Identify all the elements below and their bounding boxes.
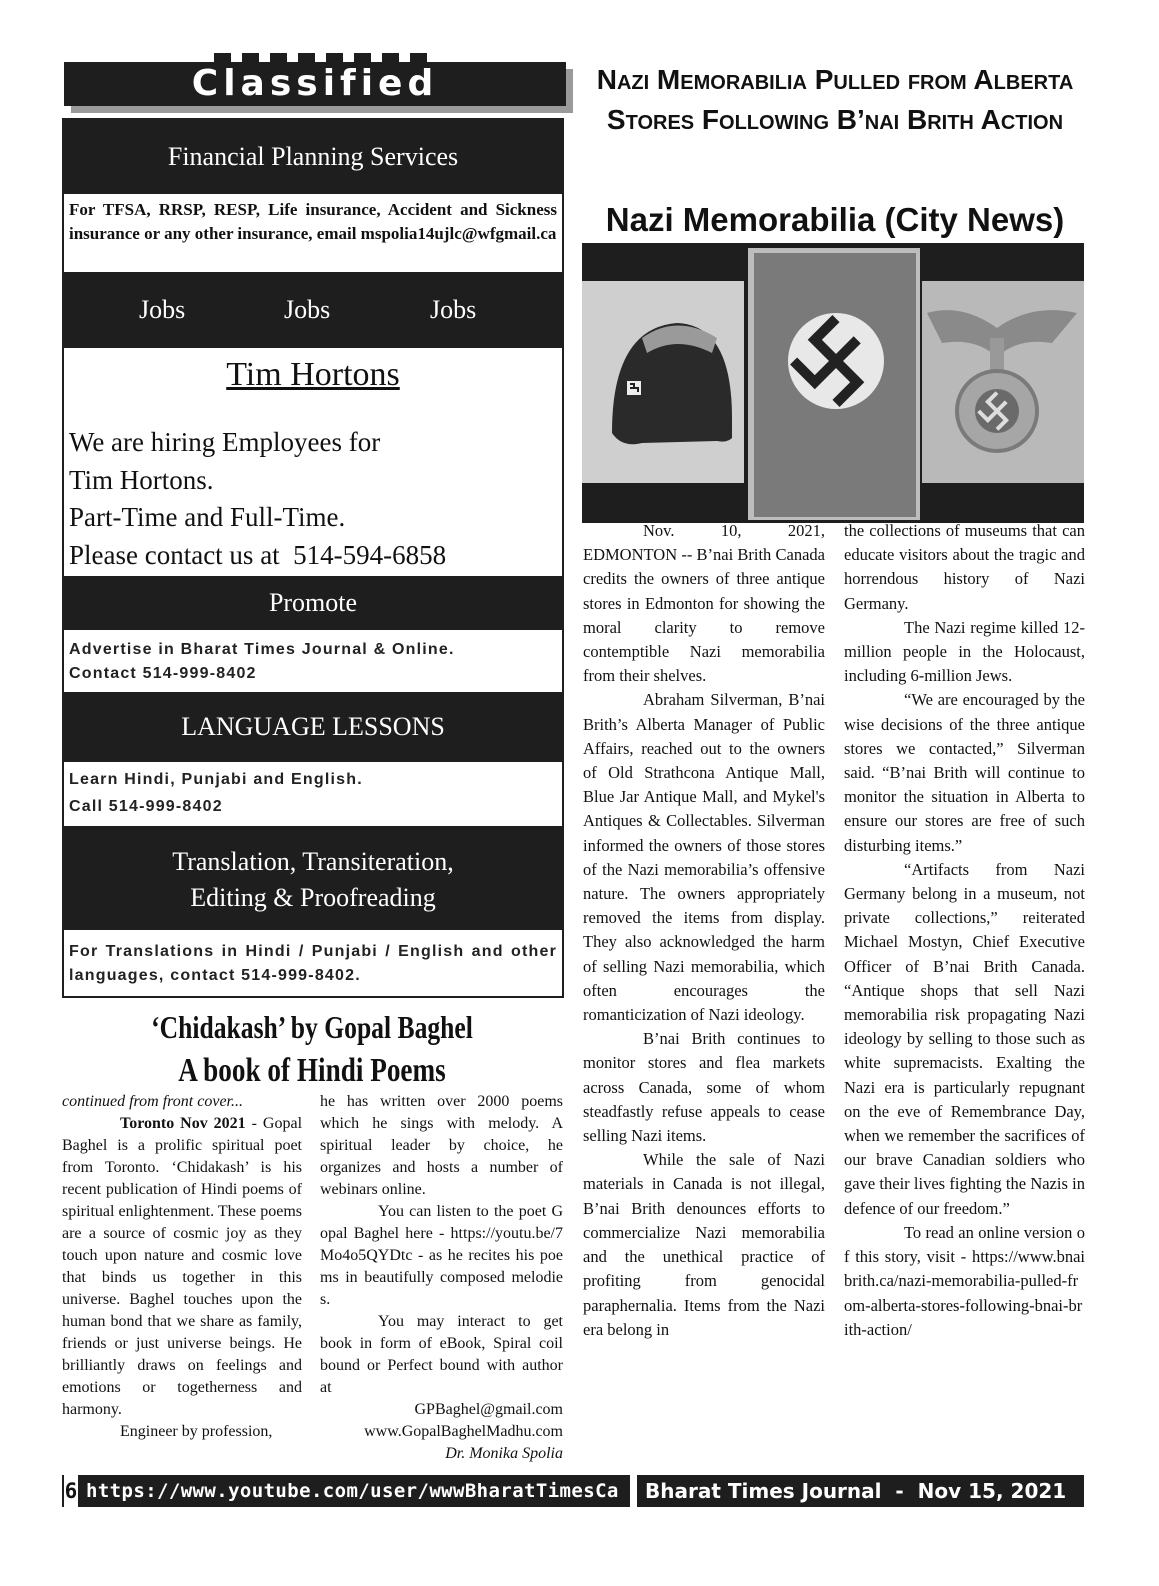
language-body xyxy=(69,766,557,820)
book-title-line-2: A book of Hindi Poems xyxy=(178,1052,446,1089)
translation-heading-line-1: Translation, Transiteration, xyxy=(172,847,454,876)
article-col1-paragraph-3: B’nai Brith continues to monitor stores and flea markets across Canada, some of whom steadfastly refuse appeals to cease selling Nazi items. xyxy=(583,1029,825,1146)
translation-heading-line-2: Editing & Proofreading xyxy=(190,883,436,912)
language-band xyxy=(64,692,562,762)
jobs-label-3: Jobs xyxy=(430,295,477,324)
article-headline xyxy=(590,60,1080,140)
jobs-line-1: We are hiring Employees for xyxy=(69,427,381,457)
translation-heading xyxy=(64,826,562,916)
book-dateline: Toronto Nov 2021 xyxy=(120,1115,246,1132)
article-col1-paragraph-1: Nov. 10, 2021, EDMONTON -- B’nai Brith Canada credits the owners of three antique stores in Edmonton for showing the moral clarity to remove contemptible Nazi memorabilia from their shelves. xyxy=(583,521,825,686)
book-author: Dr. Monika Spolia xyxy=(445,1445,563,1462)
flag-icon xyxy=(754,253,916,517)
book-column-2 xyxy=(320,1091,563,1465)
jobs-label-2: Jobs xyxy=(284,295,331,324)
promote-line-1: Advertise in Bharat Times Journal & Online. xyxy=(69,641,455,658)
translation-body: For Translations in Hindi / Punjabi / English and other languages, contact 514-999-8402. xyxy=(69,943,557,984)
decorative-triangles xyxy=(214,53,434,63)
promote-body xyxy=(69,638,557,686)
jobs-band xyxy=(64,272,562,348)
jobs-label-1: Jobs xyxy=(139,295,186,324)
article-headline-text: Nazi Memorabilia Pulled from Alberta Stores Following B’nai Brith Action xyxy=(596,64,1074,135)
article-col2-paragraph-2: The Nazi regime killed 12-million people in the Holocaust, including 6-million Jews. xyxy=(844,617,1085,686)
article-subheadline: Nazi Memorabilia (City News) xyxy=(605,201,1065,238)
language-heading: LANGUAGE LESSONS xyxy=(181,712,445,741)
footer-publication: Bharat Times Journal - Nov 15, 2021 xyxy=(645,1479,1067,1503)
article-column-2 xyxy=(844,519,1085,1342)
book-paragraph-2a: Engineer by profession, xyxy=(120,1423,273,1440)
book-title xyxy=(112,1005,512,1093)
jobs-line-3: Part-Time and Full-Time. xyxy=(69,502,346,532)
book-continued: continued from front cover... xyxy=(62,1093,244,1110)
classified-title: Classified xyxy=(191,63,439,104)
article-col1-paragraph-4: While the sale of Nazi materials in Canada is not illegal, B’nai Brith denounces efforts to commercialize Nazi memorabilia and the unethical practice of profiting from genocidal paraphernalia. Items from the Nazi era belong in xyxy=(583,1150,825,1339)
classified-header xyxy=(64,62,566,106)
promote-heading: Promote xyxy=(268,588,358,617)
promote-band xyxy=(64,576,562,630)
article-col2-paragraph-1: the collections of museums that can educate visitors about the tragic and horrendous history of Nazi Germany. xyxy=(844,521,1085,613)
book-email: GPBaghel@gmail.com xyxy=(414,1401,563,1418)
book-title-line-1: ‘Chidakash’ by Gopal Baghel xyxy=(151,1009,473,1045)
book-paragraph-1: Gopal Baghel is a prolific spiritual poet from Toronto. ‘Chidakash’ is his recent publication of Hindi poems of spiritual enlightenment. These poems are a source of cosmic joy as they touch upon nature and cosmic love that binds us together in this universe. Baghel touches upon the human bond that we share as family, friends or just universe beings. He brilliantly draws on feelings and emotions or togetherness and harmony. xyxy=(62,1115,303,1418)
article-col2-paragraph-4: “Artifacts from Nazi Germany belong in a museum, not private collections,” reiterated Michael Mostyn, Chief Executive Officer of B’nai Brith Canada. “Antique shops that sell Nazi memorabilia risk propagating Nazi ideology by selling to those such as white supremacists. Exalting the Nazi era is particularly repugnant on the eve of Remembrance Day, when we remember the sacrifices of our brave Canadian soldiers who gave their lives fighting the Nazis in defence of our freedom.” xyxy=(844,859,1085,1218)
language-line-1: Learn Hindi, Punjabi and English. xyxy=(69,771,363,788)
promote-line-2: Contact 514-999-8402 xyxy=(69,665,257,682)
book-paragraph-2b: he has written over 2000 poems which he sings with melody. A spiritual leader by choice, he organizes and hosts a number of webinars online. xyxy=(320,1093,563,1198)
footer-publication-bar xyxy=(637,1475,1084,1507)
jobs-text xyxy=(69,424,557,574)
classified-box xyxy=(62,118,564,998)
financial-body: For TFSA, RRSP, RESP, Life insurance, Accident and Sickness insurance or any other insurance, email mspolia14ujlc@wfgmail.ca xyxy=(69,200,557,243)
book-paragraph-3: You can listen to the poet Gopal Baghel here - https://youtu.be/7Mo4o5QYDtc - as he recites his poems in beautifully composed melodies. xyxy=(320,1203,563,1308)
book-paragraph-4: You may interact to get book in form of eBook, Spiral coil bound or Perfect bound with author at xyxy=(320,1313,563,1396)
translation-band xyxy=(64,826,562,930)
language-line-2: Call 514-999-8402 xyxy=(69,798,223,815)
footer-url-bar xyxy=(62,1475,630,1507)
book-column-1: continued from front cover... Toronto Nov 2021 - Gopal Baghel is a prolific spiritual poet from Toronto. ‘Chidakash’ is his recent publication of Hindi poems of spiritual enlightenment. These poems are a source of cosmic joy as they touch upon nature and cosmic love that binds us together in this universe. Baghel touches upon the human bond that we share as family, friends or just universe beings. He brilliantly draws on feelings and emotions or togetherness and harmony. Engineer by profession, xyxy=(62,1091,302,1443)
article-col1-paragraph-2: Abraham Silverman, B’nai Brith’s Alberta Manager of Public Affairs, reached out to the owners of Old Strathcona Antique Mall, Blue Jar Antique Mall, and Mykel's Antiques & Collectables. Silverman informed the owners of those stores of the Nazi memorabilia’s offensive nature. The owners appropriately removed the items from display. They also acknowledged the harm of selling Nazi memorabilia, which often encourages the romanticization of Nazi ideology. xyxy=(583,690,825,1025)
book-website: www.GopalBaghelMadhu.com xyxy=(364,1423,563,1440)
memorabilia-illustration xyxy=(582,243,1084,523)
employer-name: Tim Hortons xyxy=(226,356,400,393)
financial-heading: Financial Planning Services xyxy=(167,142,459,171)
jobs-line-4: Please contact us at 514-594-6858 xyxy=(69,539,447,570)
article-col2-paragraph-5: To read an online version of this story, visit - https://www.bnaibrith.ca/nazi-memorabilia-pulled-from-alberta-stores-following-bnai-brith-action/ xyxy=(844,1222,1085,1339)
article-photo xyxy=(582,243,1084,523)
jobs-line-2: Tim Hortons. xyxy=(69,464,214,495)
article-column-1 xyxy=(583,519,825,1342)
page-number: 6 xyxy=(64,1475,78,1507)
footer-url[interactable]: https://www.youtube.com/user/wwwBharatTimesCa xyxy=(86,1480,619,1502)
article-col2-paragraph-3: “We are encouraged by the wise decisions of the three antique stores we contacted,” Silverman said. “B’nai Brith will continue to monitor the situation in Alberta to ensure our stores are free of such disturbing items.” xyxy=(844,690,1085,855)
financial-heading-band xyxy=(64,120,562,194)
